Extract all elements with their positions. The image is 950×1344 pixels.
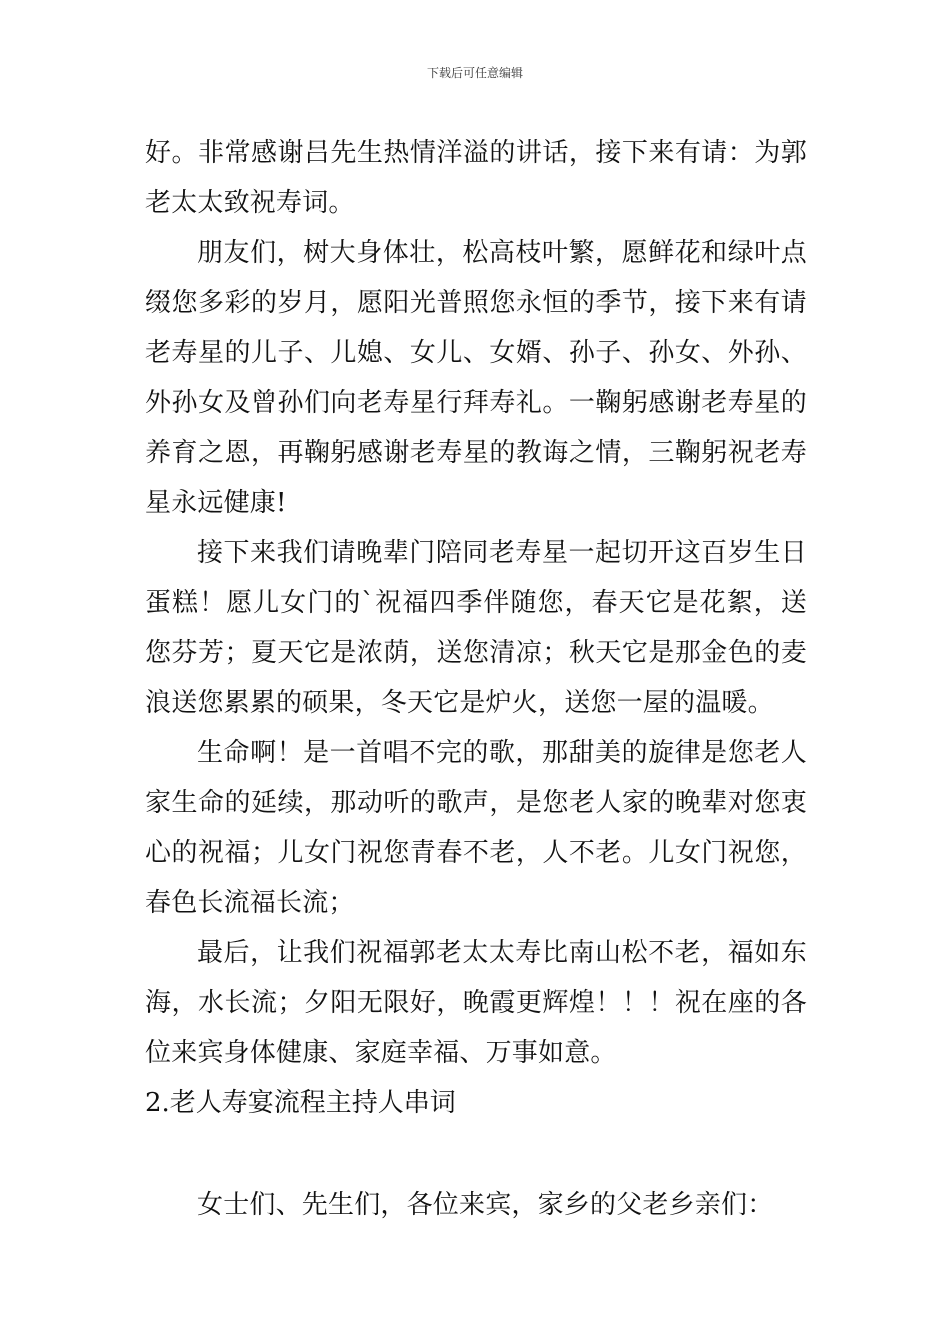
closing-paragraph: 女士们、先生们，各位来宾，家乡的父老乡亲们： (197, 1190, 774, 1220)
paragraph-1: 好。非常感谢吕先生热情洋溢的讲话，接下来有请：为郭老太太致祝寿词。 (145, 138, 807, 218)
page-header: 下载后可任意编辑 (426, 66, 523, 80)
paragraph-4: 生命啊！是一首唱不完的歌，那甜美的旋律是您老人家生命的延续，那动听的歌声，是您老人家的晚辈对您衷心的祝福；儿女门祝您青春不老，人不老。儿女门祝您，春色长流福长流； (145, 738, 807, 918)
section-heading: 2.老人寿宴流程主持人串词 (145, 1088, 456, 1118)
paragraph-3: 接下来我们请晚辈门陪同老寿星一起切开这百岁生日蛋糕！愿儿女门的`祝福四季伴随您，春天它是花絮，送您芬芳；夏天它是浓荫，送您清凉；秋天它是那金色的麦浪送您累累的硕果，冬天它是炉火，送您一屋的温暖。 (145, 538, 807, 718)
paragraph-2: 朋友们，树大身体壮，松高枝叶繁，愿鲜花和绿叶点缀您多彩的岁月，愿阳光普照您永恒的季节，接下来有请老寿星的儿子、儿媳、女儿、女婿、孙子、孙女、外孙、外孙女及曾孙们向老寿星行拜寿礼。一鞠躬感谢老寿星的养育之恩，再鞠躬感谢老寿星的教诲之情，三鞠躬祝老寿星永远健康! (145, 238, 807, 518)
paragraph-5: 最后，让我们祝福郭老太太寿比南山松不老，福如东海，水长流；夕阳无限好，晚霞更辉煌！！！祝在座的各位来宾身体健康、家庭幸福、万事如意。 (145, 938, 807, 1068)
blank-line (145, 1128, 807, 1180)
document-body (145, 128, 807, 1230)
